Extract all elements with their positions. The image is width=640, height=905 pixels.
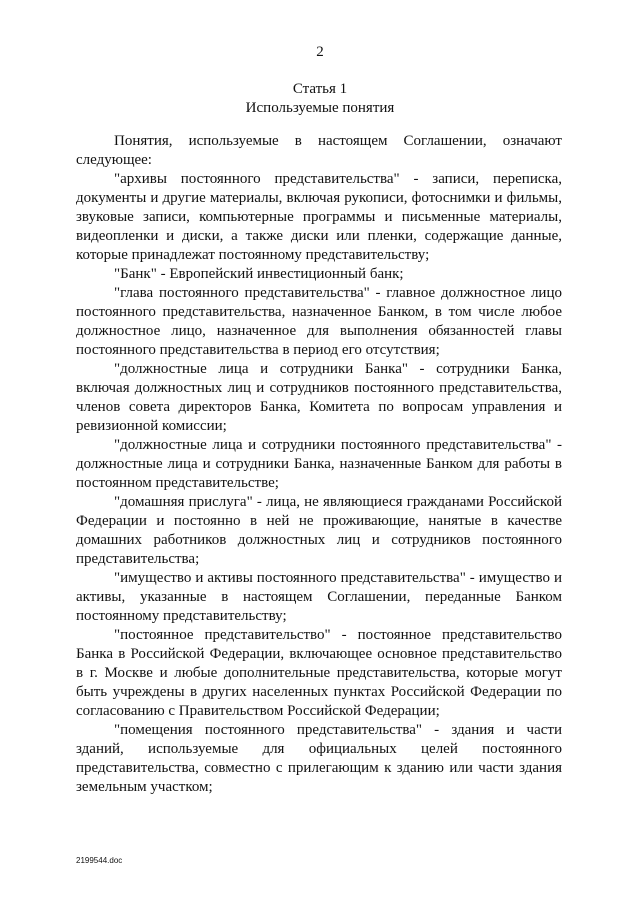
paragraph: "помещения постоянного представительства" - здания и части зданий, используемые для официальных целей постоянного представительства, совместно с прилегающим к зданию или части здания земельным участком; [76, 722, 562, 795]
footer-filename: 2199544.doc [76, 856, 123, 865]
body-text [76, 132, 562, 797]
paragraph: "имущество и активы постоянного представительства" - имущество и активы, указанные в настоящем Соглашении, переданные Банком постоянному представительству; [76, 570, 562, 624]
paragraph: Понятия, используемые в настоящем Соглашении, означают следующее: [76, 133, 562, 168]
paragraph: "должностные лица и сотрудники Банка" - сотрудники Банка, включая должностных лиц и сотрудников постоянного представительства, членов совета директоров Банка, Комитета по вопросам управления и ревизионной комиссии; [76, 361, 562, 434]
paragraph: "Банк" - Европейский инвестиционный банк; [114, 266, 404, 282]
article-title: Используемые понятия [245, 100, 395, 116]
paragraph: "глава постоянного представительства" - главное должностное лицо постоянного представительства, назначенное Банком, в том числе любое должностное лицо, назначенное для выполнения обязанностей главы постоянного представительства в период его отсутствия; [76, 285, 562, 358]
paragraph: "должностные лица и сотрудники постоянного представительства" - должностные лица и сотрудники Банка, назначенные Банком для работы в постоянном представительстве; [76, 437, 562, 491]
article-number: Статья 1 [292, 81, 348, 97]
paragraph: "постоянное представительство" - постоянное представительство Банка в Российской Федерации, включающее основное представительство в г. Москве и любые дополнительные представительства, которые могут быть учреждены в других населенных пунктах Российской Федерации по согласованию с Правительством Российской Федерации; [76, 627, 562, 719]
paragraph: "архивы постоянного представительства" - записи, переписка, документы и другие материалы, включая рукописи, фотоснимки и фильмы, звуковые записи, компьютерные программы и письменные материалы, видеопленки и диски, а также диски или пленки, содержащие данные, которые принадлежат постоянному представительству; [76, 171, 562, 263]
paragraph: "домашняя прислуга" - лица, не являющиеся гражданами Российской Федерации и постоянно в ней не проживающие, нанятые в качестве домашних работников должностных лиц и сотрудников постоянного представительства; [76, 494, 562, 567]
page-number: 2 [316, 44, 324, 60]
